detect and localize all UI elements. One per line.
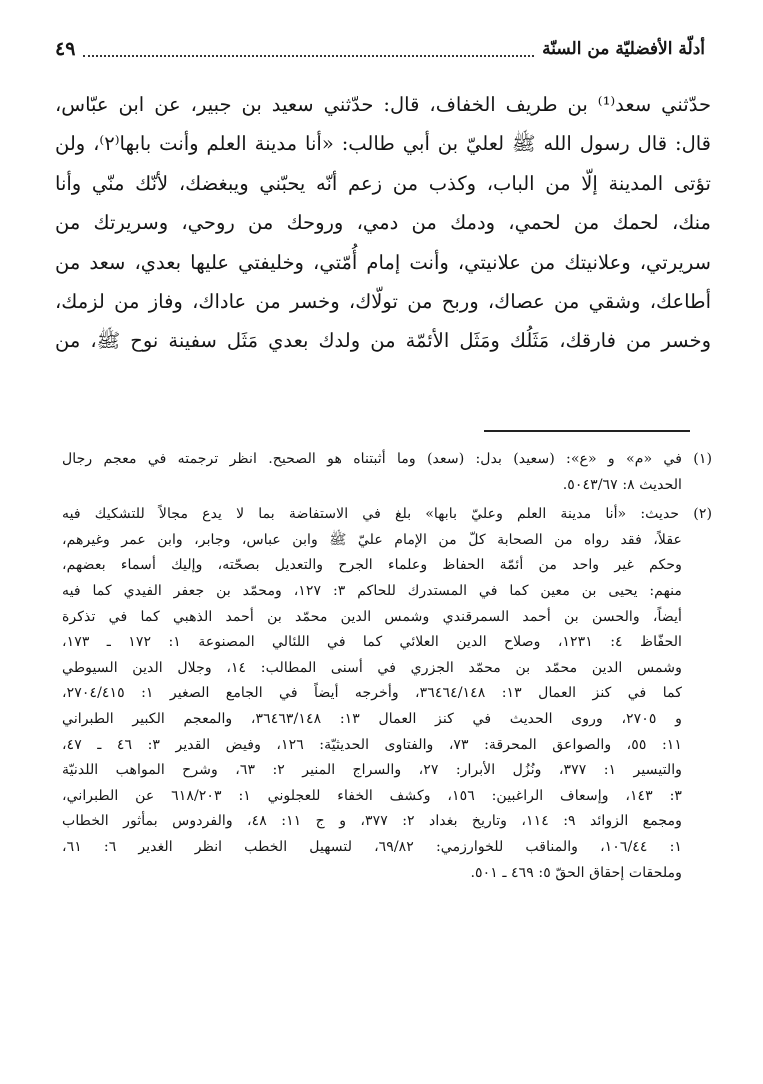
footnote-2-line: وشمس الدين محمّد بن محمّد الجزري في أسنى المطالب: ١٤، وجلال الدين السيوطي	[62, 659, 682, 676]
main-text	[55, 85, 711, 361]
main-text-line: قال: قال رسول الله ﷺ لعليّ بن أبي طالب: «أنا مدينة العلم وأنت بابها⁽٢⁾، ولن	[55, 132, 711, 156]
main-text-line: تؤتى المدينة إلّا من الباب، وكذب من زعم أنّه يحبّني ويبغضك، لأنّك منّي وأنا	[55, 171, 711, 195]
footnote-1-line: الحديث ٨: ٥٠٤٣/٦٧.	[562, 476, 682, 493]
footnote-1-line: (١) في «م» و «ع»: (سعيد) بدل: (سعد) وما أثبتناه هو الصحيح. انظر ترجمته في معجم رجال	[62, 451, 712, 467]
running-title: أدلّة الأفضليّة من السنّة	[542, 39, 705, 59]
footnote-2-line: ٣: ١٤٣، وإسعاف الراغبين: ١٥٦، وكشف الخفاء للعجلوني ١: ٦١٨/٢٠٣ عن الطبراني،	[62, 787, 683, 804]
footnote-2-line: أيضاً، والحسن بن أحمد السمرقندي وشمس الدين محمّد بن أحمد الذهبي كما في تذكرة	[62, 608, 682, 625]
main-text-line: أطاعك، وشقي من عصاك، وربح من تولّاك، وخسر من عاداك، وفاز من لزمك،	[55, 289, 711, 313]
footnote-2-line: ومجمع الزوائد ٩: ١١٤، وتاريخ بغداد ٢: ٣٧٧، و ج ١١: ٤٨، والفردوس بمأثور الخطاب	[62, 813, 682, 830]
footnote-2-line: عقلاً، فقد رواه من الصحابة كلّ من الإمام عليّ ﷺ وابن عباس، وجابر، وابن عمر وغيرهم،	[62, 531, 682, 548]
header-leader-dots	[83, 54, 534, 57]
footnote-2-line: وملحقات إحقاق الحقّ ٥: ٤٦٩ ـ ٥٠١.	[470, 864, 682, 881]
footnote-2-line: ١: ١٠٦/٤٤، والمناقب للخوارزمي: ٦٩/٨٢، لتسهيل الخطب انظر الغدير ٦: ٦١،	[62, 838, 683, 855]
running-header	[55, 33, 705, 65]
footnote-2-line: منهم: يحيى بن معين كما في المستدرك للحاكم ٣: ١٢٧، ومحمّد بن جعفر الفيدي كما فيه	[62, 582, 682, 599]
main-text-line: منك، لحمك من لحمي، ودمك من دمي، وروحك من روحي، وسريرتك من	[55, 211, 711, 235]
footnote-2-line: وحكم غير واحد من أئمّة الحفاظ وعلماء الجرح والتعديل بصحّته، وإليك أسماء بعضهم،	[62, 557, 682, 574]
footnote-2-line: كما في كنز العمال ١٣: ٣٦٤٦٤/١٤٨، وأخرجه أيضاً في الجامع الصغير ١: ٢٧٠٤/٤١٥،	[62, 685, 682, 702]
footnotes	[62, 447, 712, 886]
footnote-2-line: الحفّاظ ٤: ١٢٣١، وصلاح الدين العلائي كما في اللئالي المصنوعة ١: ١٧٢ ـ ١٧٣،	[62, 634, 682, 651]
main-text-line: وخسر من فارقك، مَثَلُك ومَثَل الأئمّة من ولدك بعدي مَثَل سفينة نوح ﷺ، من	[55, 329, 711, 353]
main-text-line: حدّثني سعد⁽¹⁾ بن طريف الخفاف، قال: حدّثني سعيد بن جبير، عن ابن عبّاس،	[55, 93, 711, 116]
page-number: ٤٩	[55, 38, 76, 60]
footnote-2-line: (٢) حديث: «أنا مدينة العلم وعليّ بابها» بلغ في الاستفاضة بما لا يدع مجالاً للتشكيك فيه	[62, 506, 712, 523]
footnote-2-line: ١١: ٥٥، والصواعق المحرقة: ٧٣، والفتاوى الحديثيّة: ١٢٦، وفيض القدير ٣: ٤٦ ـ ٤٧،	[62, 736, 682, 753]
footnote-2-line: و ٢٧٠٥، وروى الحديث في كنز العمال ١٣: ٣٦٤٦٣/١٤٨، والمعجم الكبير الطبراني	[62, 710, 682, 727]
main-text-line: سريرتي، وعلانيتك من علانيتي، وأنت إمام أُمّتي، وخليفتي عليها بعدي، سعد من	[55, 250, 711, 274]
footnote-2-line: والتيسير ١: ٣٧٧، ونُزُل الأبرار: ٢٧، والسراج المنير ٢: ٦٣، وشرح المواهب اللدنيّة	[62, 762, 682, 779]
footnote-separator	[484, 430, 690, 432]
